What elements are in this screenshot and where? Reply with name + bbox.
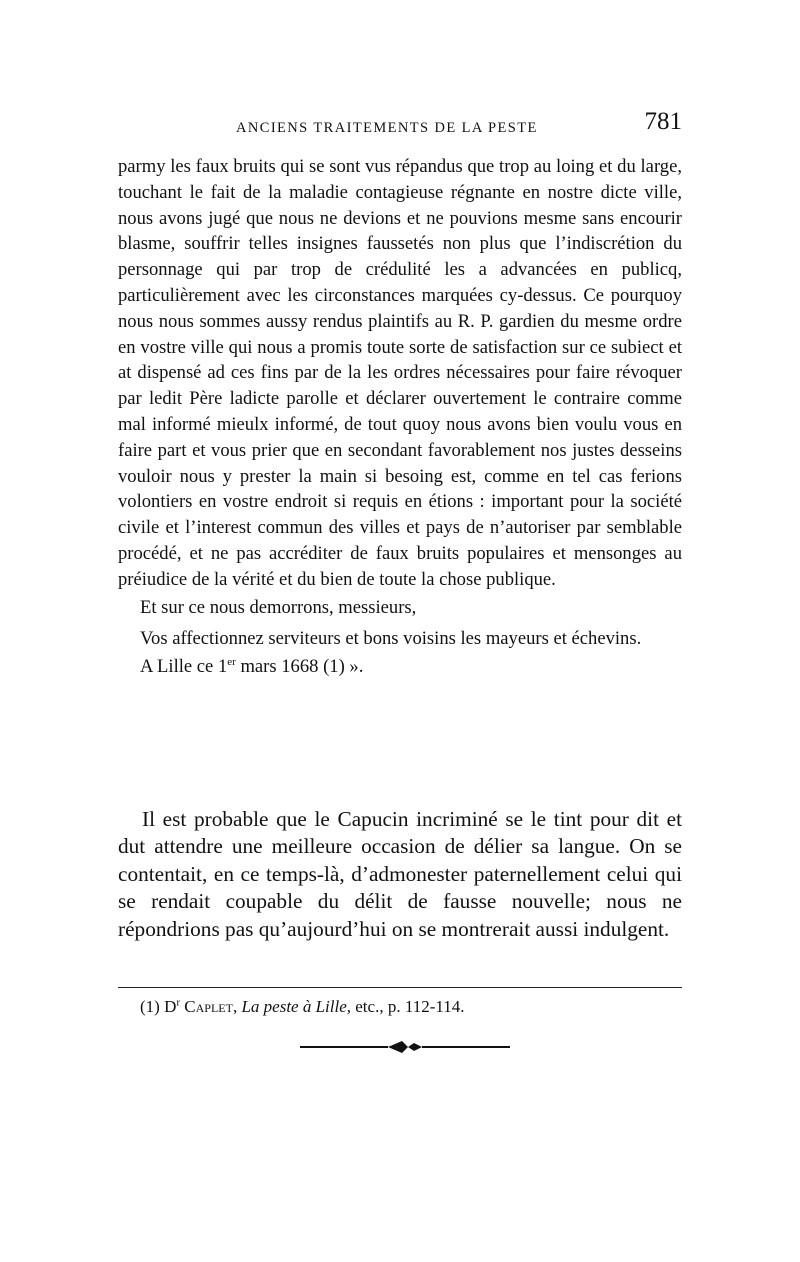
footnote-author: Caplet,: [184, 997, 238, 1016]
footnote-rest: etc., p. 112-114.: [351, 997, 465, 1016]
letter-date-superscript: er: [227, 655, 236, 668]
commentary-text: [118, 806, 682, 943]
letter-paragraph: parmy les faux bruits qui se sont vus répandus que trop au loing et du large, touchant le fait de la maladie contagieuse régnante en nostre dicte ville, nous avons jugé que nous ne devions et ne pouvions mesme sans encourir blasme, souffrir telles insignes faussetés non plus que l’indiscrétion du personnage qui par trop de crédulité les a advancées en publicq, particulièrement avec les circonstances marquées cy-dessus. Ce pourquoy nous nous sommes aussy rendus plaintifs au R. P. gardien du mesme ordre en vostre ville qui nous a promis toute sorte de satisfaction sur ce subiect et at dispensé ad ces fins par de la les ordres nécessaires pour faire révoquer par ledit Père ladicte parolle et déclarer ouvertement le contraire comme mal informé mieulx informé, de tout quoy nous avons bien voulu vous en faire part et vous prier que en secondant favorablement nos justes desseins vouloir nous y prester la main si besoing est, comme en tel cas ferions volontiers en vostre endroit si requis en étions : important pour la société civile et l’interest commun des villes et pays de n’autoriser par semblable procédé, et ne pas accréditer de faux bruits populaires et mensonges au préiudice de la vérité et du bien de toute la chose publique.: [118, 156, 682, 590]
footnote-marker: (1) D: [140, 997, 177, 1016]
letter-date: [118, 654, 682, 680]
page-header: [118, 108, 682, 148]
letter-text: [118, 154, 682, 680]
footnote-divider: [118, 987, 682, 988]
letter-date-prefix: A Lille ce 1: [140, 656, 228, 678]
letter-date-suffix: mars 1668 (1) ».: [235, 656, 364, 678]
end-ornament-icon: [300, 1040, 510, 1054]
letter-signature: Vos affectionnez serviteurs et bons voisins les mayeurs et échevins.: [140, 628, 642, 650]
commentary-paragraph: Il est probable que le Capucin incriminé se le tint pour dit et dut attendre une meilleure occasion de délier sa langue. On se contentait, en ce temps-là, d’admonester paternellement celui qui se rendait coupable du délit de fausse nouvelle; nous ne répondrions pas qu’aujourd’hui on se montrerait aussi indulgent.: [118, 807, 682, 941]
letter-closing-salutation: Et sur ce nous demorrons, messieurs,: [140, 596, 417, 618]
footnote-title: La peste à Lille,: [241, 997, 352, 1016]
running-title: ANCIENS TRAITEMENTS DE LA PESTE: [236, 120, 538, 136]
footnote-marker-superscript: r: [176, 996, 181, 1009]
page-number: 781: [644, 108, 682, 135]
footnote: [140, 997, 680, 1017]
